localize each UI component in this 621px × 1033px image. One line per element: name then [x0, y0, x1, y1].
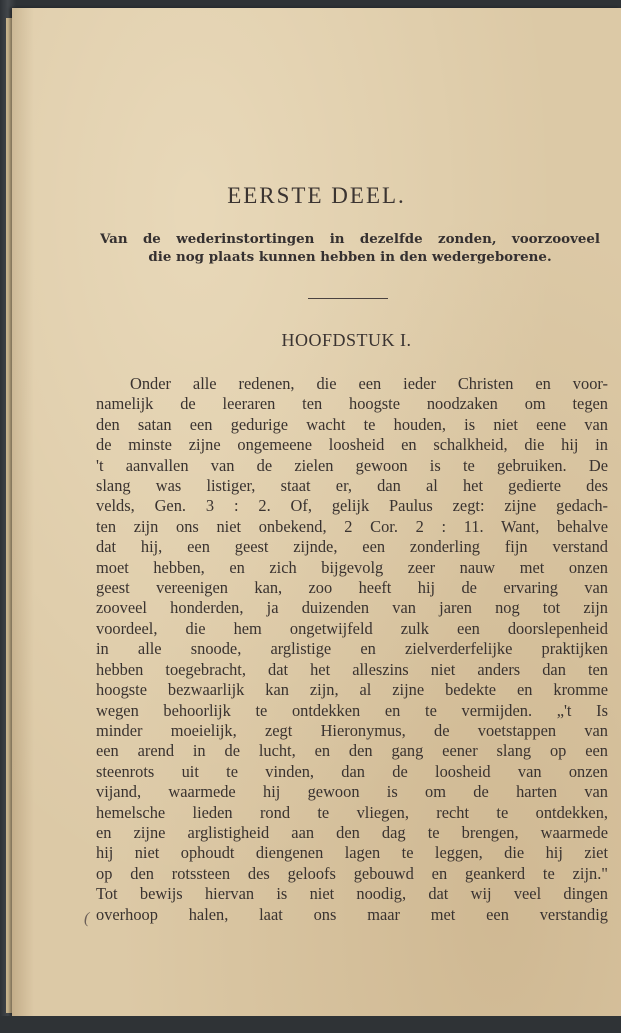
- text-line: in alle snoode, arglistige en zielverderfelijke praktijken: [96, 639, 608, 659]
- text-line: geest vereenigen kan, zoo heeft hij de ervaring van: [96, 578, 608, 598]
- text-line: vijand, waarmede hij gewoon is om de harten van: [96, 782, 608, 802]
- text-line: 't aanvallen van de zielen gewoon is te gebruiken. De: [96, 455, 608, 475]
- text-line: slang was listiger, staat er, dan al het gedierte des: [96, 476, 608, 496]
- text-line: op den rotssteen des geloofs gebouwd en geankerd te zijn.": [96, 863, 608, 883]
- text-line: hoogste bezwaarlijk kan zijn, al zijne bedekte en kromme: [96, 680, 608, 700]
- text-line: den satan een gedurige wacht te houden, is niet eene van: [96, 414, 608, 434]
- part-title: EERSTE DEEL.: [227, 183, 406, 208]
- pencil-margin-mark: (: [84, 910, 90, 927]
- text-line: de minste zijne ongemeene loosheid en schalkheid, die hij in: [96, 435, 608, 455]
- text-line: wegen behoorlijk te ontdekken en te vermijden. „'t Is: [96, 700, 608, 720]
- body-text: [96, 374, 608, 925]
- book-page: [12, 8, 621, 1016]
- background-surface: [0, 1016, 621, 1033]
- text-line: Tot bewijs hiervan is niet noodig, dat wij veel dingen: [96, 884, 608, 904]
- subtitle-line: Van de wederinstortingen in dezelfde zonden, voorzooveel: [100, 231, 600, 247]
- text-line: steenrots uit te vinden, dan de loosheid van onzen: [96, 761, 608, 781]
- text-line: hebben toegebracht, dat het alleszins niet anders dan ten: [96, 659, 608, 679]
- text-line: namelijk de leeraren ten hoogste noodzaken om tegen: [96, 394, 608, 414]
- divider-rule: [308, 298, 388, 299]
- text-line: minder moeielijk, zegt Hieronymus, de voetstappen van: [96, 720, 608, 740]
- subtitle-line: die nog plaats kunnen hebben in den wedergeborene.: [148, 249, 552, 265]
- chapter-title: HOOFDSTUK I.: [281, 330, 412, 350]
- text-line: overhoop halen, laat ons maar met een verstandig: [96, 904, 608, 924]
- text-line: voordeel, die hem ongetwijfeld zulk een doorslepenheid: [96, 618, 608, 638]
- part-subtitle: [100, 230, 600, 266]
- text-line: moet hebben, en zich bijgevolg zeer nauw met onzen: [96, 557, 608, 577]
- text-line: een arend in de lucht, en den gang eener slang op een: [96, 741, 608, 761]
- text-line: ten zijn ons niet onbekend, 2 Cor. 2 : 11. Want, behalve: [96, 516, 608, 536]
- text-line: dat hij, een geest zijnde, een zonderling fijn verstand: [96, 537, 608, 557]
- text-line: hemelsche lieden rond te vliegen, recht te ontdekken,: [96, 802, 608, 822]
- text-line: hij niet ophoudt diengenen lagen te leggen, die hij ziet: [96, 843, 608, 863]
- text-line: en zijne arglistigheid aan den dag te brengen, waarmede: [96, 822, 608, 842]
- text-line: Onder alle redenen, die een ieder Christen en voor-: [130, 374, 608, 393]
- text-line: zooveel honderden, ja duizenden van jaren nog tot zijn: [96, 598, 608, 618]
- text-line: velds, Gen. 3 : 2. Of, gelijk Paulus zegt: zijne gedach-: [96, 496, 608, 516]
